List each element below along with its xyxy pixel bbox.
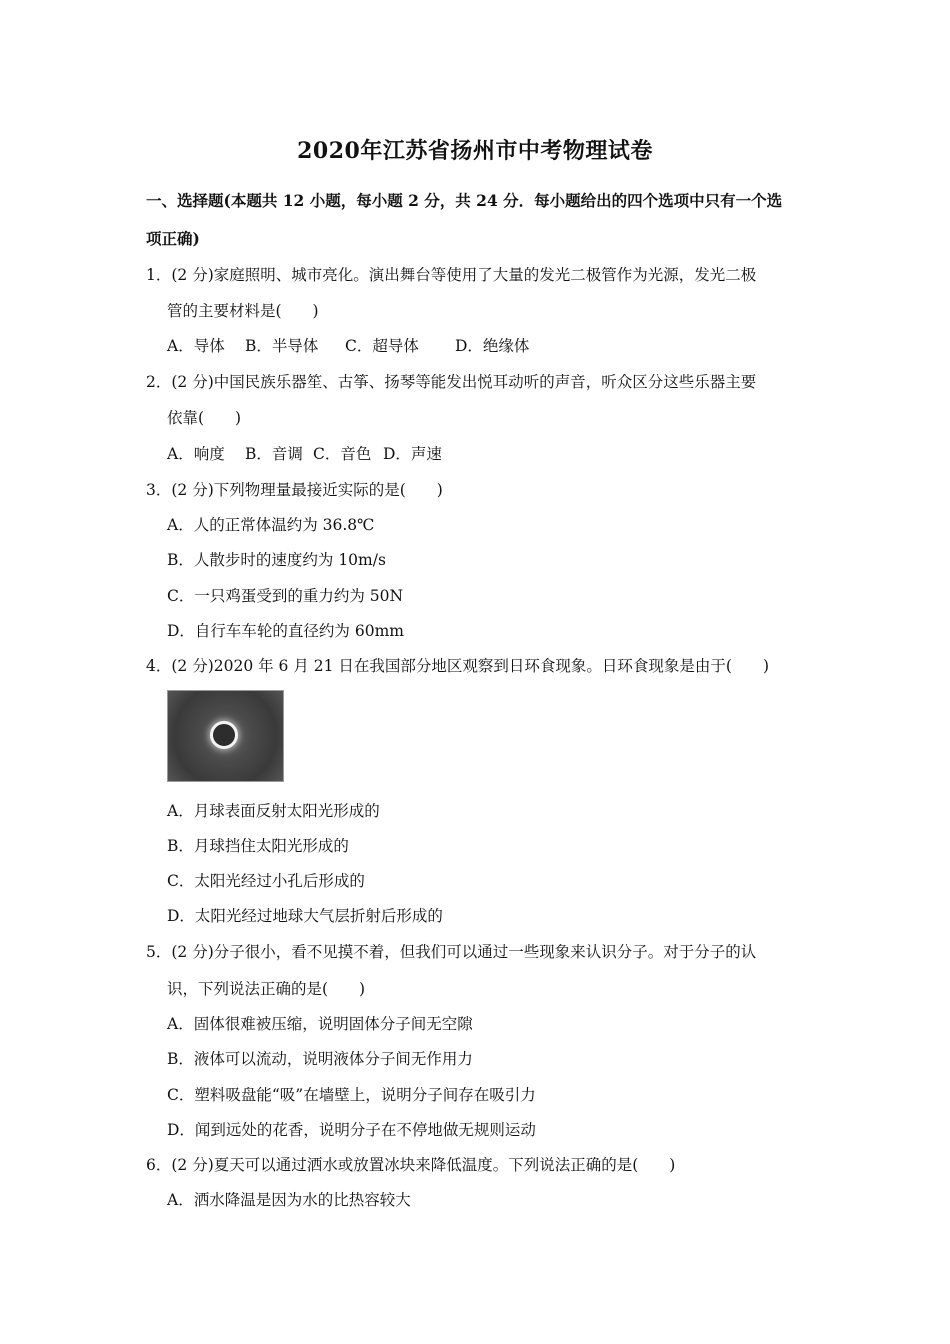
option-d: D．声速 xyxy=(383,445,442,463)
page-title: 2020年江苏省扬州市中考物理试卷 xyxy=(297,138,653,164)
question-5-option-d: D．闻到远处的花香，说明分子在不停地做无规则运动 xyxy=(167,1121,536,1139)
eclipse-ring-icon xyxy=(210,721,238,749)
option-a: A．响度 xyxy=(167,445,225,463)
question-5-option-b: B．液体可以流动，说明液体分子间无作用力 xyxy=(167,1050,473,1068)
question-5-stem: 5．(2 分)分子很小，看不见摸不着，但我们可以通过一些现象来认识分子。对于分子的认 xyxy=(146,943,757,961)
question-3-stem: 3．(2 分)下列物理量最接近实际的是( ) xyxy=(146,481,443,499)
option-c: C．超导体 xyxy=(345,337,419,355)
question-4-option-a: A．月球表面反射太阳光形成的 xyxy=(167,802,380,820)
question-4-option-b: B．月球挡住太阳光形成的 xyxy=(167,837,349,855)
question-3-option-a: A．人的正常体温约为 36.8℃ xyxy=(167,516,375,534)
question-2-stem: 2．(2 分)中国民族乐器笙、古筝、扬琴等能发出悦耳动听的声音，听众区分这些乐器主要 xyxy=(146,373,757,391)
question-4-option-d: D．太阳光经过地球大气层折射后形成的 xyxy=(167,907,443,925)
option-b: B．音调 xyxy=(245,445,303,463)
question-4-option-c: C．太阳光经过小孔后形成的 xyxy=(167,872,365,890)
question-5-option-a: A．固体很难被压缩，说明固体分子间无空隙 xyxy=(167,1015,473,1033)
question-1-stem-cont: 管的主要材料是( ) xyxy=(167,302,319,320)
question-5-option-c: C．塑料吸盘能“吸”在墙壁上，说明分子间存在吸引力 xyxy=(167,1086,536,1104)
question-4-stem: 4．(2 分)2020 年 6 月 21 日在我国部分地区观察到日环食现象。日环食现象是由于( ) xyxy=(146,657,770,675)
option-c: C．音色 xyxy=(313,445,372,463)
section-heading: 一、选择题(本题共 12 小题，每小题 2 分，共 24 分．每小题给出的四个选项中只有一个选 xyxy=(146,191,783,210)
option-a: A．导体 xyxy=(167,337,225,355)
question-5-stem-cont: 识，下列说法正确的是( ) xyxy=(167,980,366,998)
question-1-stem: 1．(2 分)家庭照明、城市亮化。演出舞台等使用了大量的发光二极管作为光源，发光二极 xyxy=(146,266,757,284)
question-6-stem: 6．(2 分)夏天可以通过洒水或放置冰块来降低温度。下列说法正确的是( ) xyxy=(146,1156,676,1174)
question-3-option-b: B．人散步时的速度约为 10m/s xyxy=(167,551,386,569)
question-1-options xyxy=(167,335,529,357)
option-b: B．半导体 xyxy=(245,337,319,355)
question-3-option-d: D．自行车车轮的直径约为 60mm xyxy=(167,622,404,640)
section-heading-cont: 项正确) xyxy=(146,229,200,248)
question-3-option-c: C．一只鸡蛋受到的重力约为 50N xyxy=(167,587,404,605)
option-d: D．绝缘体 xyxy=(455,337,530,355)
annular-eclipse-photo xyxy=(167,690,284,782)
question-2-options xyxy=(167,443,442,465)
question-2-stem-cont: 依靠( ) xyxy=(167,409,242,427)
question-6-option-a: A．洒水降温是因为水的比热容较大 xyxy=(167,1191,411,1209)
